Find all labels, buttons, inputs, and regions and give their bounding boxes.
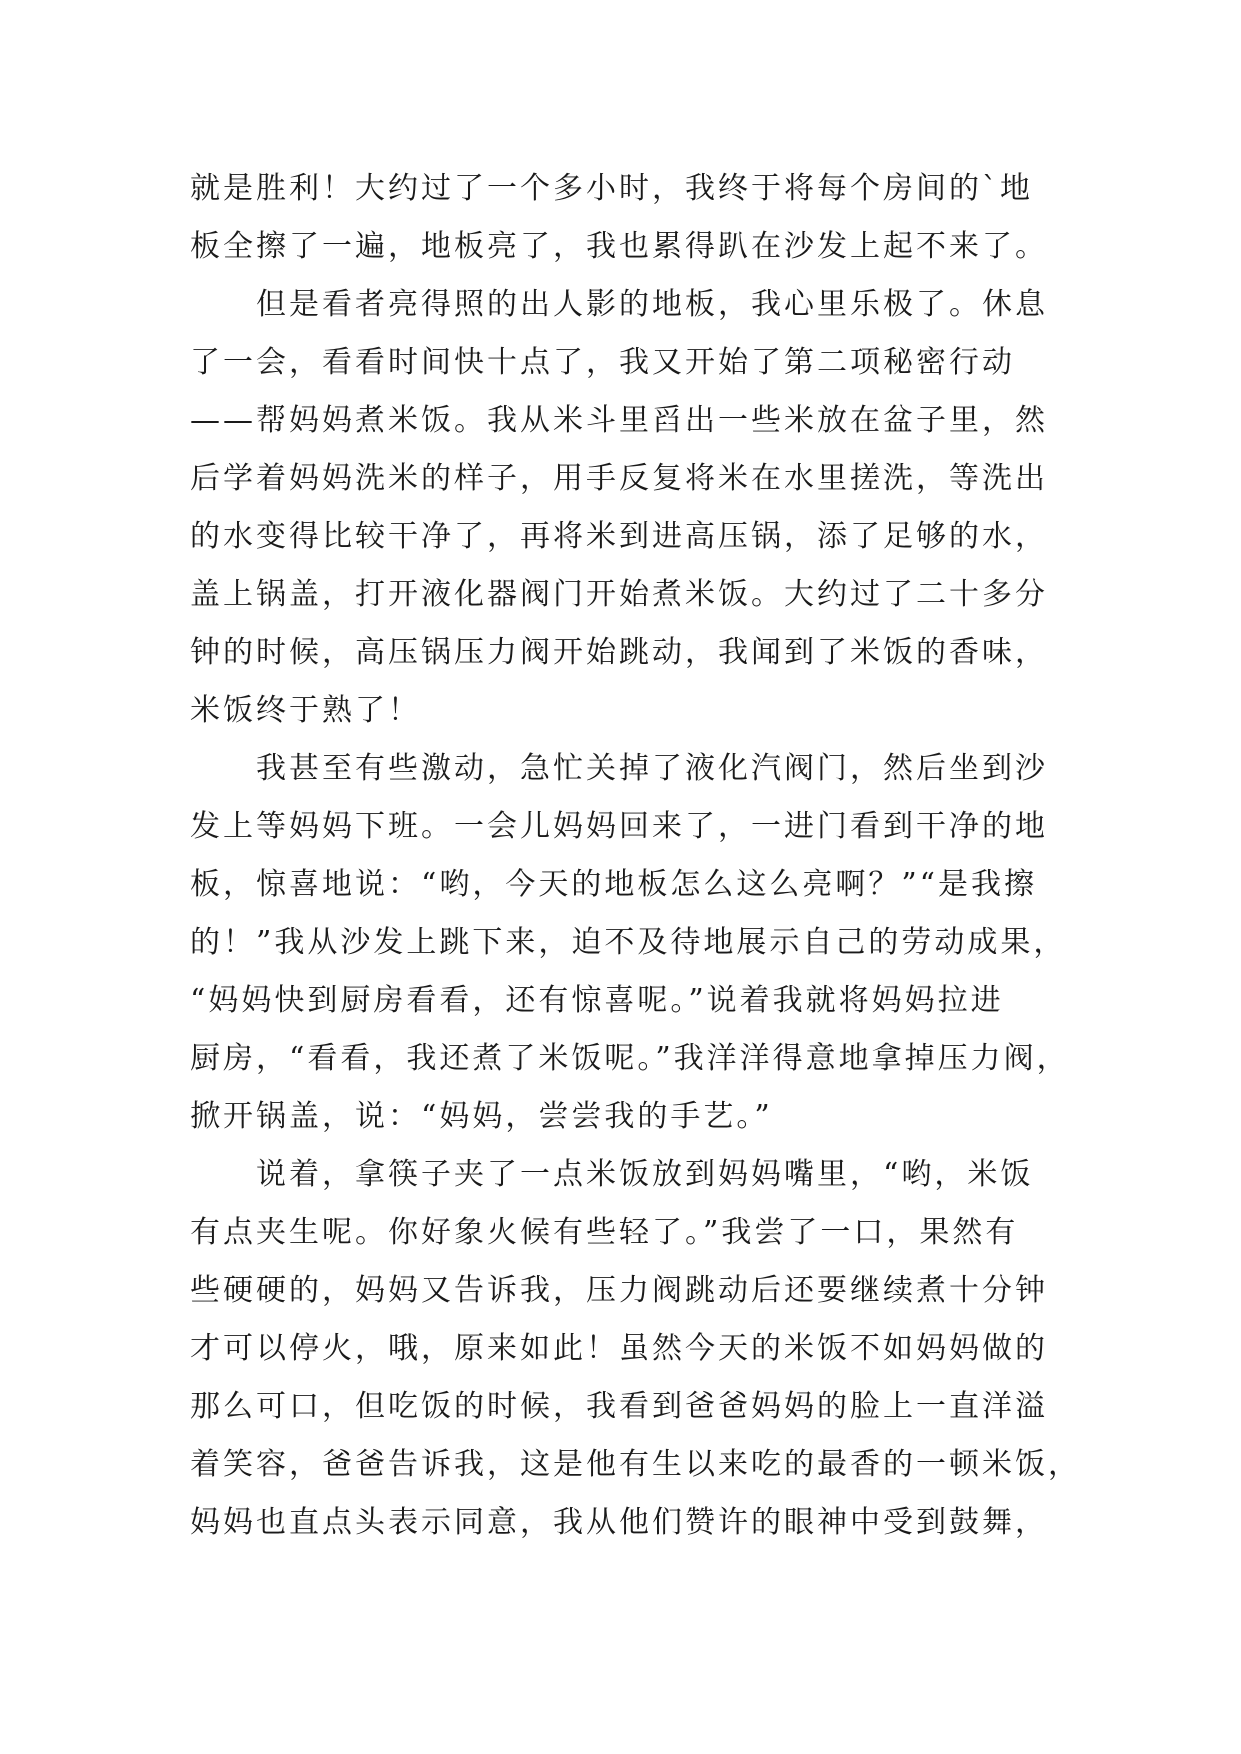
text-line: 有点夹生呢。你好象火候有些轻了。”我尝了一口，果然有 <box>190 1215 1019 1250</box>
text-line: 米饭终于熟了！ <box>190 693 421 728</box>
text-line: 就是胜利！大约过了一个多小时，我终于将每个房间的`地 <box>190 171 1033 206</box>
text-line: ——帮妈妈煮米饭。我从米斗里舀出一些米放在盆子里，然 <box>190 403 1048 438</box>
text-line: 板，惊喜地说：“哟，今天的地板怎么这么亮啊？”“是我擦 <box>190 867 1038 902</box>
text-line: 妈妈也直点头表示同意，我从他们赞许的眼神中受到鼓舞， <box>190 1505 1048 1540</box>
text-line: 钟的时候，高压锅压力阀开始跳动，我闻到了米饭的香味， <box>190 635 1048 670</box>
text-line: 板全擦了一遍，地板亮了，我也累得趴在沙发上起不来了。 <box>190 229 1048 264</box>
text-line: 厨房，“看看，我还煮了米饭呢。”我洋洋得意地拿掉压力阀， <box>190 1041 1070 1076</box>
text-line: “妈妈快到厨房看看，还有惊喜呢。”说着我就将妈妈拉进 <box>190 983 1004 1018</box>
body-text <box>190 160 1090 1552</box>
text-line: 我甚至有些激动，急忙关掉了液化汽阀门，然后坐到沙 <box>190 751 1048 786</box>
text-line: 了一会，看看时间快十点了，我又开始了第二项秘密行动 <box>190 345 1015 380</box>
text-line: 那么可口，但吃饭的时候，我看到爸爸妈妈的脸上一直洋溢 <box>190 1389 1048 1424</box>
text-line: 才可以停火，哦，原来如此！虽然今天的米饭不如妈妈做的 <box>190 1331 1048 1366</box>
text-line: 盖上锅盖，打开液化器阀门开始煮米饭。大约过了二十多分 <box>190 577 1048 612</box>
text-line: 的！”我从沙发上跳下来，迫不及待地展示自己的劳动成果， <box>190 925 1067 960</box>
text-line: 发上等妈妈下班。一会儿妈妈回来了，一进门看到干净的地 <box>190 809 1048 844</box>
text-line: 说着，拿筷子夹了一点米饭放到妈妈嘴里，“哟，米饭 <box>190 1157 1034 1192</box>
text-line: 掀开锅盖，说：“妈妈，尝尝我的手艺。” <box>190 1099 773 1134</box>
text-line: 些硬硬的，妈妈又告诉我，压力阀跳动后还要继续煮十分钟 <box>190 1273 1048 1308</box>
text-line: 后学着妈妈洗米的样子，用手反复将米在水里搓洗，等洗出 <box>190 461 1048 496</box>
text-line: 着笑容，爸爸告诉我，这是他有生以来吃的最香的一顿米饭， <box>190 1447 1081 1482</box>
text-line: 的水变得比较干净了，再将米到进高压锅，添了足够的水， <box>190 519 1048 554</box>
text-line: 但是看者亮得照的出人影的地板，我心里乐极了。休息 <box>190 287 1048 322</box>
